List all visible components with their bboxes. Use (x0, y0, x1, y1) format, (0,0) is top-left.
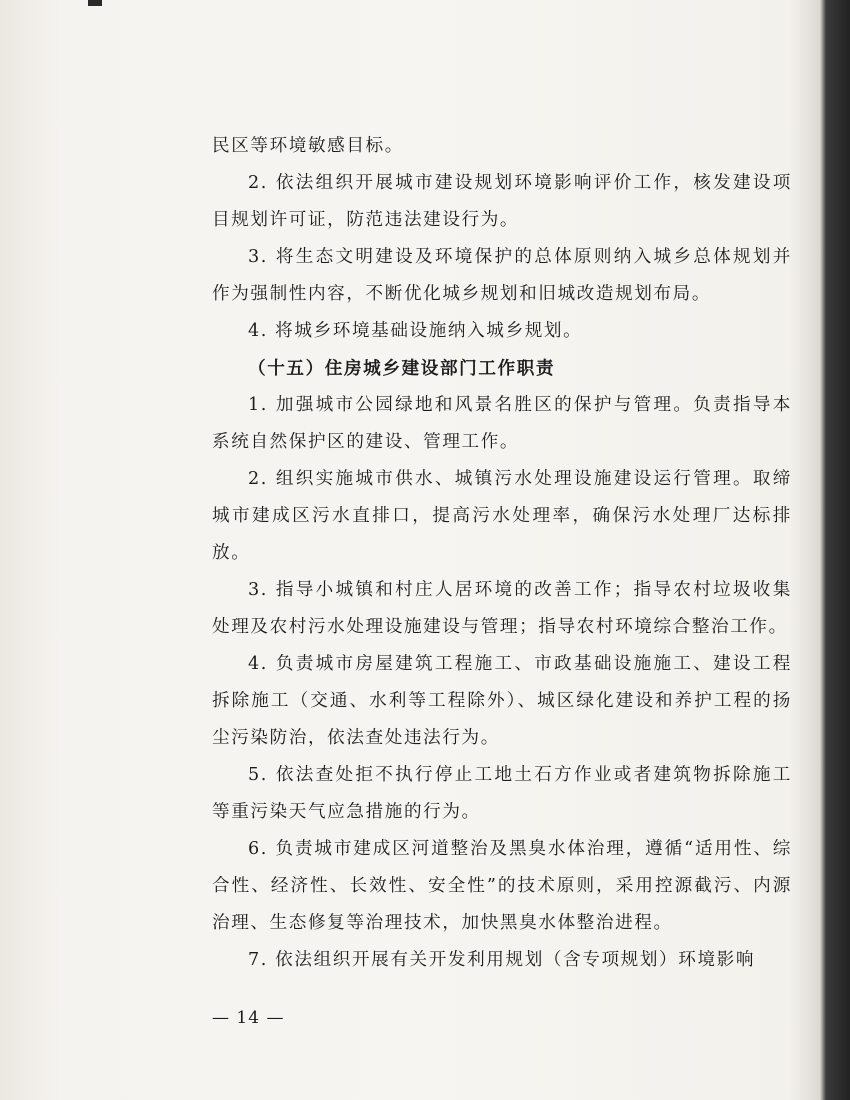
paragraph: 1. 加强城市公园绿地和风景名胜区的保护与管理。负责指导本系统自然保护区的建设、管理工作。 (212, 395, 792, 452)
paragraph: 5. 依法查处拒不执行停止工地土石方作业或者建筑物拆除施工等重污染天气应急措施的行为。 (212, 765, 792, 822)
paragraph: 2. 组织实施城市供水、城镇污水处理设施建设运行管理。取缔城市建成区污水直排口，提高污水处理率，确保污水处理厂达标排放。 (212, 469, 792, 563)
paragraph: 民区等环境敏感目标。 (212, 136, 404, 156)
paragraph: 6. 负责城市建成区河道整治及黑臭水体治理，遵循“适用性、综合性、经济性、长效性、安全性”的技术原则，采用控源截污、内源治理、生态修复等治理技术，加快黑臭水体整治进程。 (212, 839, 792, 933)
scan-corner-mark (88, 0, 102, 6)
document-body (212, 128, 792, 979)
paragraph: 3. 指导小城镇和村庄人居环境的改善工作；指导农村垃圾收集处理及农村污水处理设施建设与管理；指导农村环境综合整治工作。 (212, 580, 792, 637)
paragraph: 4. 负责城市房屋建筑工程施工、市政基础设施施工、建设工程拆除施工（交通、水利等工程除外）、城区绿化建设和养护工程的扬尘污染防治，依法查处违法行为。 (212, 654, 792, 748)
paragraph: 7. 依法组织开展有关开发利用规划（含专项规划）环境影响 (248, 950, 756, 970)
paragraph: 3. 将生态文明建设及环境保护的总体原则纳入城乡总体规划并作为强制性内容，不断优化城乡规划和旧城改造规划布局。 (212, 247, 792, 304)
paragraph: 4. 将城乡环境基础设施纳入城乡规划。 (248, 321, 583, 341)
page-number: — 14 — (212, 1008, 285, 1028)
section-heading: （十五）住房城乡建设部门工作职责 (248, 358, 556, 379)
paragraph: 2. 依法组织开展城市建设规划环境影响评价工作，核发建设项目规划许可证，防范违法建设行为。 (212, 173, 792, 230)
